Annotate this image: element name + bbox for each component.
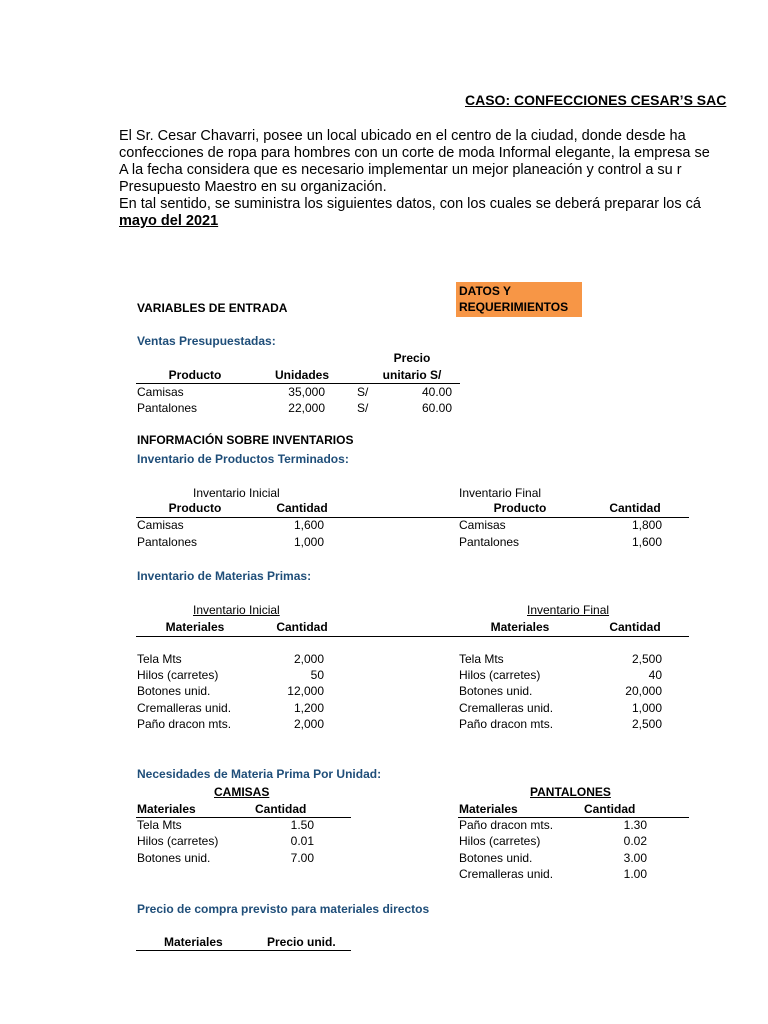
nec-camisas-row-2-material: Hilos (carretes) [137,834,219,848]
mat-primas-col-cantidad-fin: Cantidad [609,620,661,634]
mat-primas-heading: Inventario de Materias Primas: [137,569,312,583]
mp-fin-row-3-cantidad: 20,000 [625,684,662,698]
nec-pantalones-row-1-material: Paño dracon mts. [459,818,554,832]
intro-line-3: A la fecha considera que es necesario implementar un mejor planeación y control a su r [119,162,682,178]
variables-heading: VARIABLES DE ENTRADA [137,301,288,315]
prod-term-col-cantidad-fin: Cantidad [609,501,661,515]
nec-camisas-row-3-material: Botones unid. [137,851,211,865]
prod-term-col-cantidad-ini: Cantidad [276,501,328,515]
mat-primas-col-materiales-ini: Materiales [165,620,225,634]
mat-primas-col-cantidad-ini: Cantidad [276,620,328,634]
datos-requerimientos-badge: DATOS Y REQUERIMIENTOS [456,282,582,317]
nec-camisas-col-materiales: Materiales [137,802,196,816]
mp-fin-row-4-cantidad: 1,000 [631,701,662,715]
prod-term-inicial-title: Inventario Inicial [193,486,280,500]
mat-primas-inicial-title: Inventario Inicial [193,603,280,617]
intro-line-5: En tal sentido, se suministra los siguientes datos, con los cuales se deberá preparar los cá [119,196,701,212]
nec-pantalones-col-materiales: Materiales [459,802,518,816]
ventas-col-producto: Producto [168,368,222,382]
nec-pantalones-col-cantidad: Cantidad [584,802,636,816]
mp-ini-row-3-cantidad: 12,000 [287,684,324,698]
ventas-header-rule [136,383,460,384]
mp-fin-row-1-material: Tela Mts [459,652,504,666]
mp-ini-row-4-material: Cremalleras unid. [137,701,232,715]
prod-term-col-producto-ini: Producto [168,501,222,515]
prod-term-fin-row-2-producto: Pantalones [459,535,520,549]
ventas-row-2-unidades: 22,000 [288,401,325,415]
ventas-col-unidades: Unidades [274,368,329,382]
intro-date: mayo del 2021 [119,213,219,229]
mp-ini-row-5-material: Paño dracon mts. [137,717,232,731]
mp-ini-row-1-cantidad: 2,000 [293,652,324,666]
mp-ini-row-5-cantidad: 2,000 [293,717,324,731]
ventas-heading: Ventas Presupuestadas: [137,334,276,348]
ventas-row-2-moneda: S/ [357,401,369,415]
intro-line-1: El Sr. Cesar Chavarri, posee un local ubicado en el centro de la ciudad, donde desde ha [119,128,686,144]
intro-line-2: confecciones de ropa para hombres con un corte de moda Informal elegante, la empresa se [119,145,710,161]
mat-primas-final-title: Inventario Final [527,603,610,617]
prod-term-ini-row-2-cantidad: 1,000 [293,535,324,549]
prod-term-ini-row-1-cantidad: 1,600 [293,518,324,532]
prod-term-final-title: Inventario Final [459,486,542,500]
mp-fin-row-3-material: Botones unid. [459,684,533,698]
nec-pantalones-row-4-cantidad: 1.00 [623,867,647,881]
prod-term-heading: Inventario de Productos Terminados: [137,452,349,466]
nec-pantalones-row-1-cantidad: 1.30 [623,818,647,832]
pantalones-title: PANTALONES [530,785,611,799]
mp-ini-row-2-cantidad: 50 [310,668,324,682]
prod-term-fin-row-2-cantidad: 1,600 [631,535,662,549]
mp-fin-row-1-cantidad: 2,500 [631,652,662,666]
precio-compra-col-materiales: Materiales [164,935,223,949]
ventas-row-2-producto: Pantalones [137,401,198,415]
mp-fin-row-5-material: Paño dracon mts. [459,717,554,731]
necesidades-heading: Necesidades de Materia Prima Por Unidad: [137,767,382,781]
nec-pantalones-row-2-cantidad: 0.02 [623,834,647,848]
ventas-row-1-producto: Camisas [137,385,184,399]
prod-term-fin-row-1-producto: Camisas [459,518,506,532]
prod-term-fin-row-1-cantidad: 1,800 [631,518,662,532]
precio-compra-header-rule [136,950,351,951]
prod-term-ini-row-2-producto: Pantalones [137,535,198,549]
precio-compra-heading: Precio de compra previsto para materiales directos [137,902,430,916]
ventas-row-2-precio: 60.00 [421,401,452,415]
nec-camisas-col-cantidad: Cantidad [255,802,307,816]
intro-line-4: Presupuesto Maestro en su organización. [119,179,387,195]
ventas-col-precio-1: Precio [393,351,431,365]
mat-primas-col-materiales-fin: Materiales [490,620,550,634]
ventas-col-precio-2: unitario S/ [382,368,442,382]
prod-term-col-producto-fin: Producto [493,501,547,515]
mp-ini-row-3-material: Botones unid. [137,684,211,698]
nec-camisas-row-3-cantidad: 7.00 [290,851,314,865]
inventarios-heading: INFORMACIÓN SOBRE INVENTARIOS [137,433,354,447]
mp-fin-row-5-cantidad: 2,500 [631,717,662,731]
mp-fin-row-2-material: Hilos (carretes) [459,668,541,682]
camisas-title: CAMISAS [214,785,270,799]
nec-pantalones-row-4-material: Cremalleras unid. [459,867,554,881]
mp-ini-row-4-cantidad: 1,200 [293,701,324,715]
nec-camisas-row-2-cantidad: 0.01 [290,834,314,848]
mp-fin-row-2-cantidad: 40 [648,668,662,682]
mp-ini-row-1-material: Tela Mts [137,652,182,666]
nec-pantalones-row-3-cantidad: 3.00 [623,851,647,865]
ventas-row-1-precio: 40.00 [421,385,452,399]
nec-pantalones-row-3-material: Botones unid. [459,851,533,865]
nec-camisas-row-1-material: Tela Mts [137,818,182,832]
mat-primas-header-rule [136,636,689,637]
ventas-row-1-unidades: 35,000 [288,385,325,399]
mp-ini-row-2-material: Hilos (carretes) [137,668,219,682]
nec-pantalones-row-2-material: Hilos (carretes) [459,834,541,848]
document-title: CASO: CONFECCIONES CESAR’S SAC [465,92,727,108]
prod-term-ini-row-1-producto: Camisas [137,518,184,532]
mp-fin-row-4-material: Cremalleras unid. [459,701,554,715]
ventas-row-1-moneda: S/ [357,385,369,399]
nec-camisas-row-1-cantidad: 1.50 [290,818,314,832]
precio-compra-col-precio: Precio unid. [267,935,336,949]
